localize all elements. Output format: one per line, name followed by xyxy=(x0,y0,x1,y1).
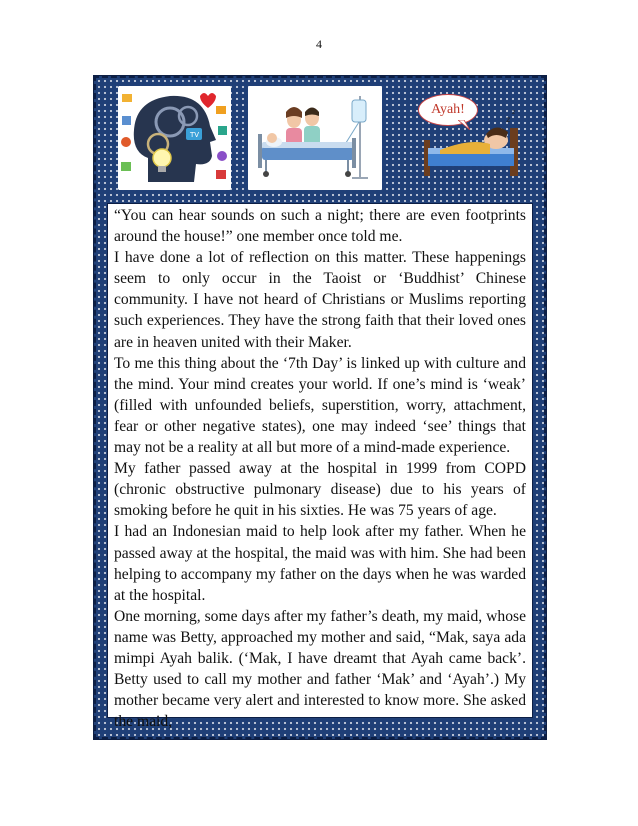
sleeping-person-icon xyxy=(440,109,515,154)
svg-text:TV: TV xyxy=(190,131,200,139)
svg-text:z: z xyxy=(506,115,511,124)
paragraph-footprints-quote: “You can hear sounds on such a night; there are even footprints around the house!” one member once told me. xyxy=(114,207,526,246)
hospital-bed-image xyxy=(248,86,382,190)
dream-scene-image xyxy=(410,88,530,184)
dotted-page-frame xyxy=(93,75,547,740)
paragraph-father-passing: My father passed away at the hospital in 1999 from COPD (chronic obstructive pulmonary disease) due to his years of smoking before he quit in his sixties. He was 75 years of age. xyxy=(114,460,526,520)
story-text-box xyxy=(107,203,533,731)
paragraph-indonesian-maid: I had an Indonesian maid to help look after my father. When he passed away at the hospital, the maid was with him. She had been helping to accompany my father on the days when he was warded at the hospital. xyxy=(114,523,526,604)
head-collage-image xyxy=(118,86,231,190)
paragraph-betty-dream: One morning, some days after my father’s death, my maid, whose name was Betty, approached my mother and said, “Mak, saya ada mimpi Ayah balik. (‘Mak, I have dreamt that Ayah came back’. Betty used to call my mother and father ‘Mak’ and ‘Ayah’.) My mother became very alert and interested to know more. She asked the maid, xyxy=(114,607,526,731)
paragraph-7th-day: To me this thing about the ‘7th Day’ is linked up with culture and the mind. Your mind creates your world. If one’s mind is ‘weak’ (filled with unfounded beliefs, superstition, worry, attachment, fear or other negative states), one may indeed ‘see’ things that may not be a reality at all but more of a mind-made experience. xyxy=(114,354,526,457)
speech-bubble: Ayah! xyxy=(418,94,478,126)
tv-icon xyxy=(186,128,202,140)
page-number: 4 xyxy=(316,37,322,51)
paragraph-reflection: I have done a lot of reflection on this matter. These happenings seem to only occur in the Taoist or ‘Buddhist’ Chinese community. I have not heard of Christians or Muslims reporting such experiences. They have the strong faith that their loved ones are in heaven united with their Maker. xyxy=(114,249,526,351)
svg-text:z: z xyxy=(512,109,516,116)
